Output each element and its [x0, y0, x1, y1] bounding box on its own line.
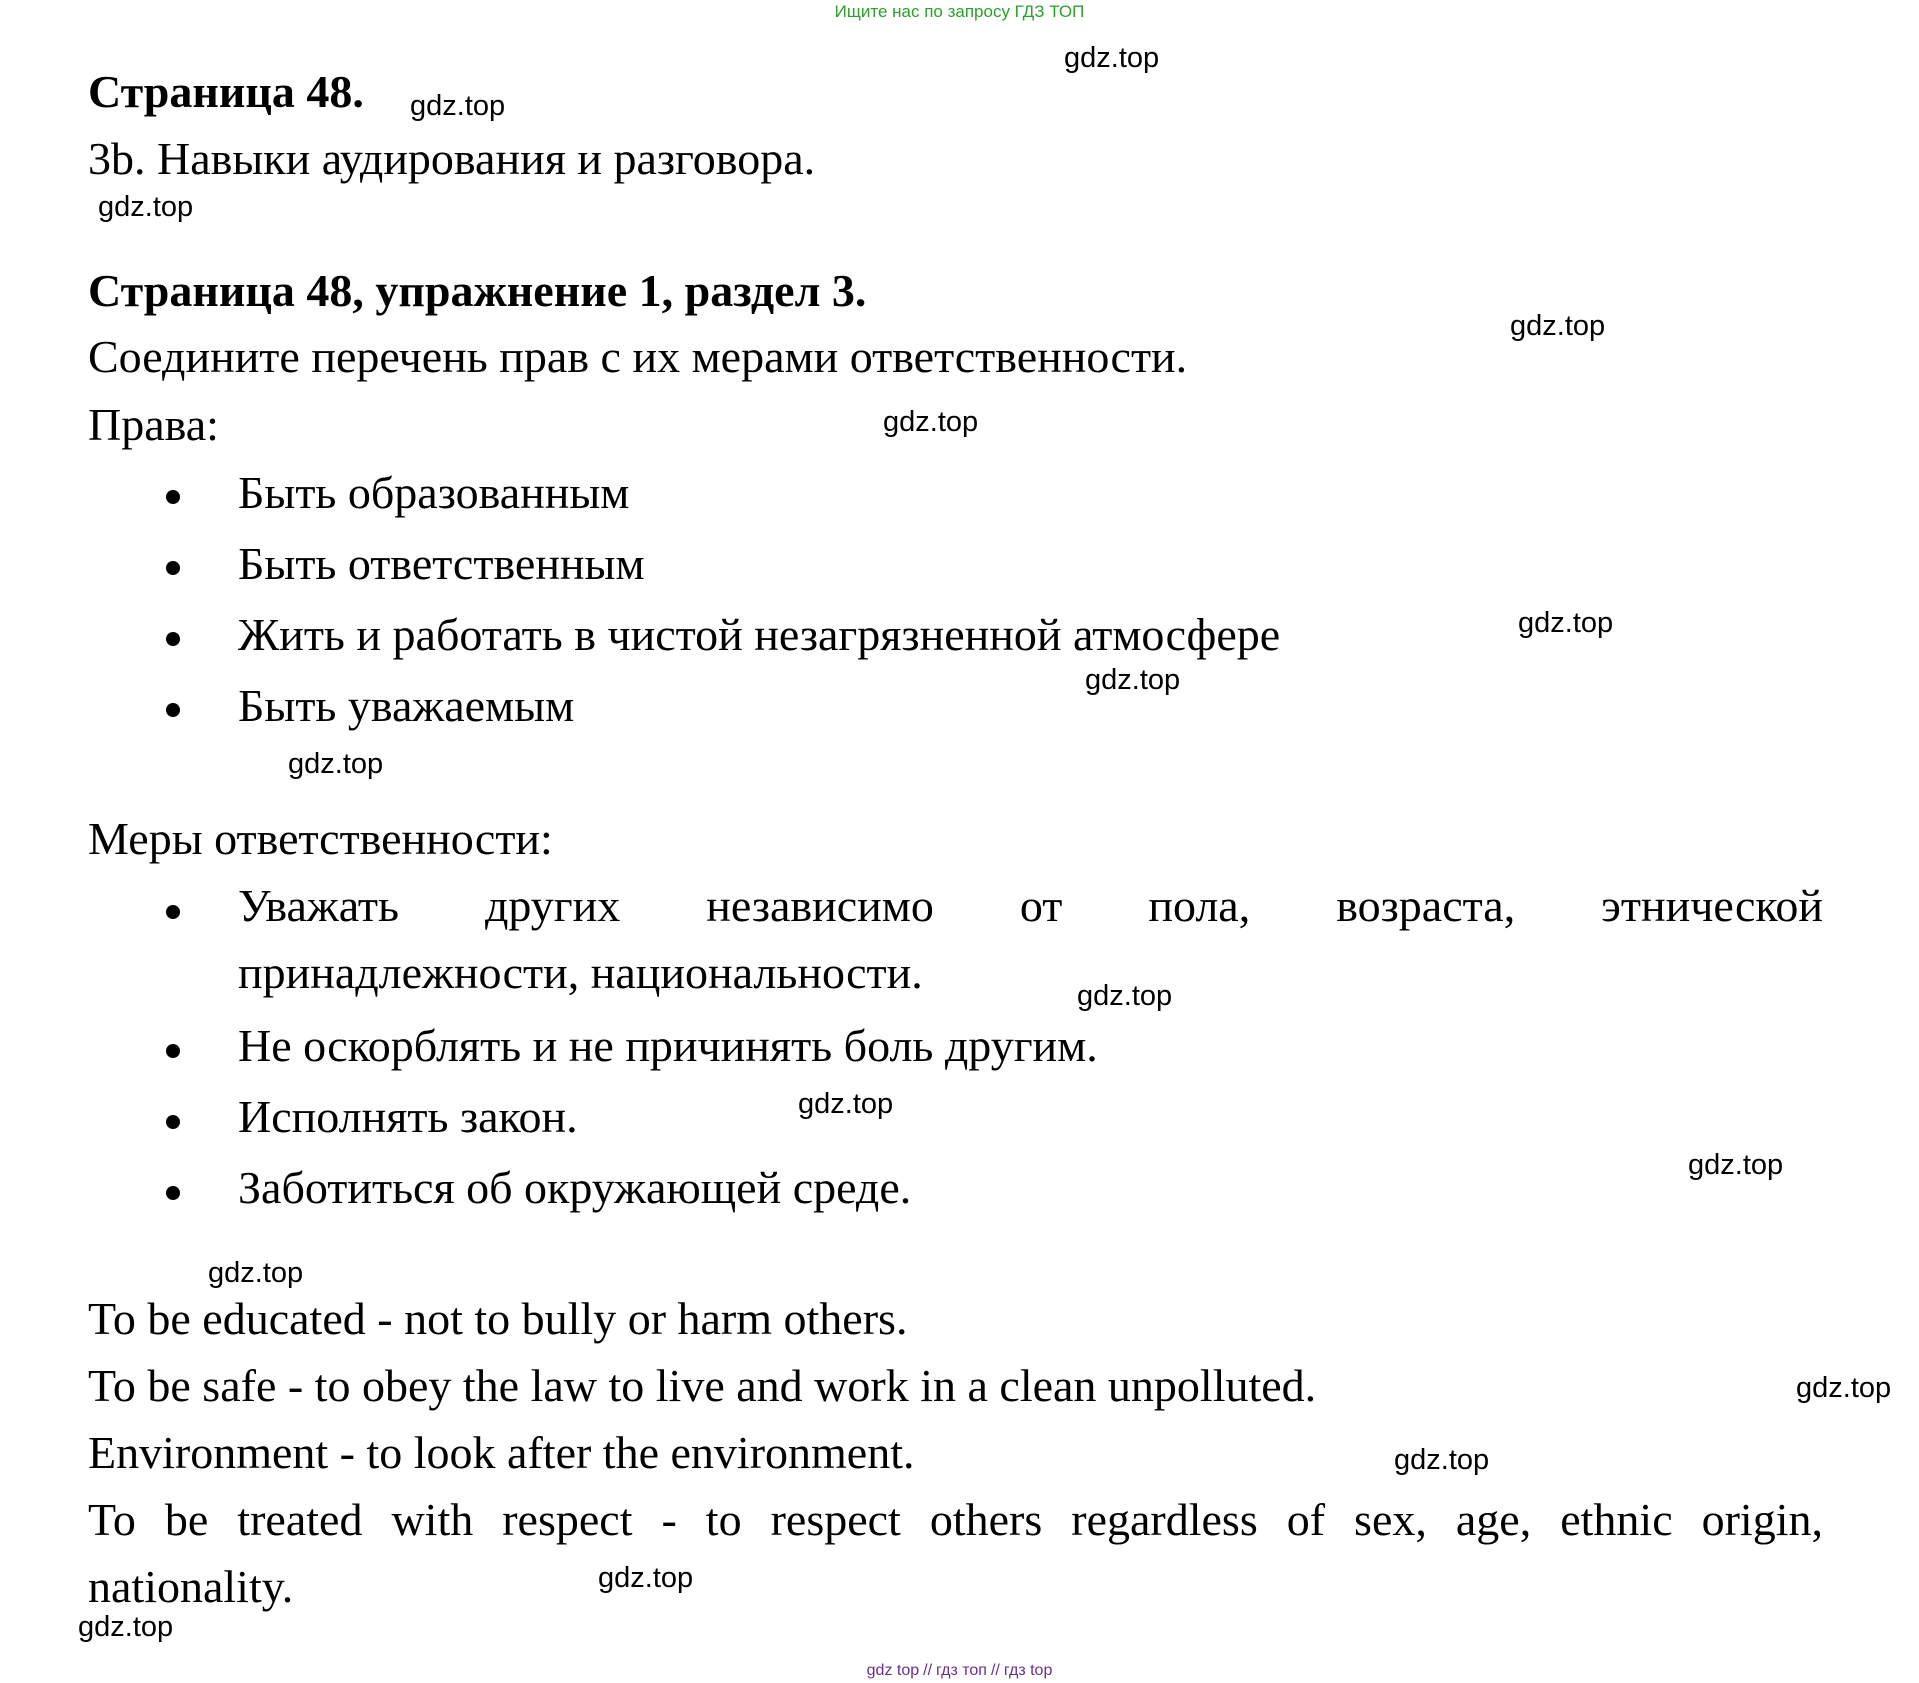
watermark: gdz.top — [1688, 1149, 1784, 1181]
word: этнической — [1601, 880, 1823, 931]
answer-line: To be treated with respect - to respect others regardless of sex, age, ethnic origin, — [88, 1494, 1823, 1545]
bullet-dot — [166, 905, 180, 919]
word: пола, — [1148, 880, 1251, 931]
answer-line: Environment - to look after the environment. — [88, 1427, 915, 1478]
exercise-heading: Страница 48, упражнение 1, раздел 3. — [88, 265, 867, 316]
watermark: gdz.top — [1394, 1444, 1490, 1476]
watermark: gdz.top — [78, 1611, 174, 1643]
footer-separator: // — [923, 1662, 933, 1679]
watermark: gdz.top — [798, 1088, 894, 1120]
answer-line: To be safe - to obey the law to live and work in a clean unpolluted. — [88, 1360, 1317, 1411]
watermark: gdz.top — [598, 1562, 694, 1594]
word: других — [484, 880, 621, 931]
footer-separator: // — [990, 1662, 1000, 1679]
rights-item: Быть образованным — [238, 467, 630, 518]
watermark: gdz.top — [1510, 310, 1606, 342]
footer — [0, 1662, 1919, 1680]
word: от — [1019, 880, 1063, 931]
responsibility-item: Не оскорблять и не причинять боль другим. — [238, 1020, 1098, 1071]
word: возраста, — [1336, 880, 1516, 931]
responsibilities-label: Меры ответственности: — [88, 813, 553, 864]
watermark: gdz.top — [288, 748, 384, 780]
answer-line: nationality. — [88, 1561, 294, 1612]
footer-part: гдз топ — [936, 1662, 987, 1679]
watermark: gdz.top — [1085, 664, 1181, 696]
watermark: gdz.top — [1077, 980, 1173, 1012]
bullet-dot — [166, 1044, 180, 1058]
bullet-dot — [166, 1186, 180, 1200]
bullet-dot — [166, 632, 180, 646]
responsibility-item-line2: принадлежности, национальности. — [238, 947, 923, 998]
instruction-text: Соедините перечень прав с их мерами ответственности. — [88, 331, 1188, 382]
responsibility-item: Исполнять закон. — [238, 1091, 578, 1142]
bullet-dot — [166, 561, 180, 575]
word: Уважать — [238, 880, 399, 931]
section-title: 3b. Навыки аудирования и разговора. — [88, 133, 816, 184]
bullet-dot — [166, 490, 180, 504]
word: независимо — [706, 880, 934, 931]
footer-part: гдз top — [1003, 1662, 1053, 1679]
footer-part: gdz top — [866, 1662, 920, 1679]
rights-label: Права: — [88, 399, 219, 450]
watermark: gdz.top — [98, 191, 194, 223]
watermark: gdz.top — [1796, 1372, 1892, 1404]
bullet-dot — [166, 1115, 180, 1129]
watermark: gdz.top — [1518, 607, 1614, 639]
page-heading: Страница 48. — [88, 66, 364, 117]
watermark: gdz.top — [1064, 42, 1160, 74]
responsibility-item-line1 — [238, 880, 1823, 933]
responsibility-item: Заботиться об окружающей среде. — [238, 1162, 912, 1213]
top-banner: Ищите нас по запросу ГДЗ ТОП — [834, 2, 1085, 21]
watermark: gdz.top — [208, 1257, 304, 1289]
rights-item: Быть ответственным — [238, 538, 645, 589]
rights-item: Жить и работать в чистой незагрязненной атмосфере — [238, 609, 1281, 660]
watermark: gdz.top — [410, 90, 506, 122]
answer-line: To be educated - not to bully or harm others. — [88, 1293, 908, 1344]
bullet-dot — [166, 703, 180, 717]
watermark: gdz.top — [883, 406, 979, 438]
rights-item: Быть уважаемым — [238, 680, 575, 731]
